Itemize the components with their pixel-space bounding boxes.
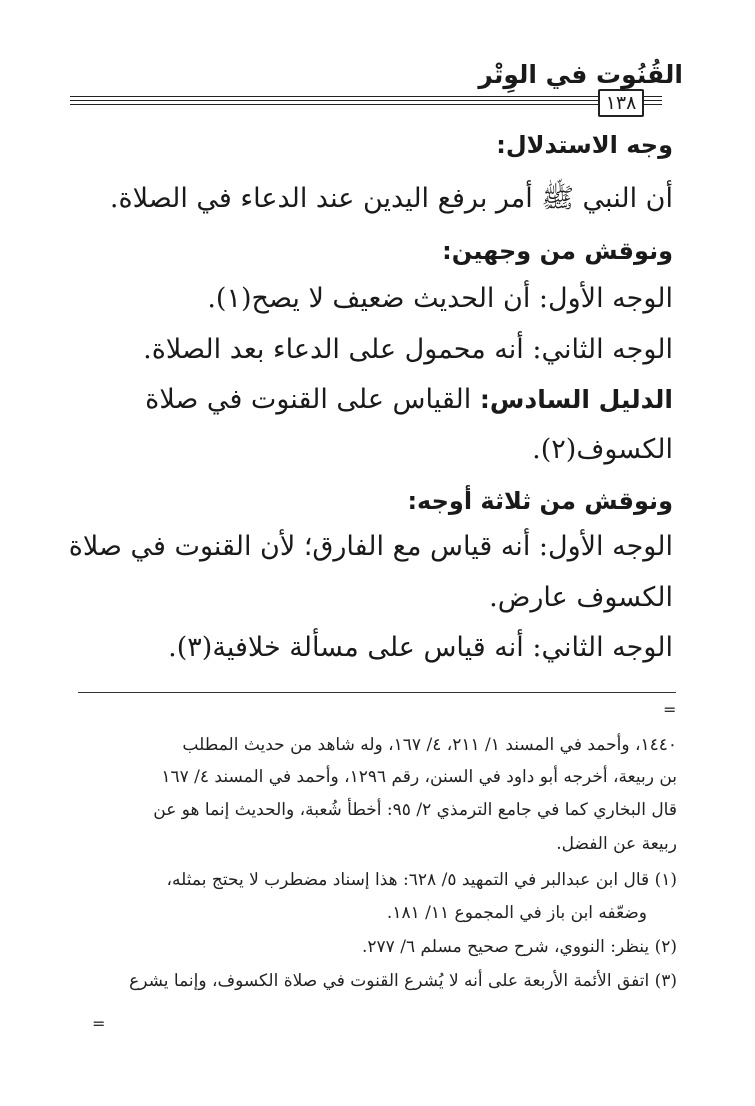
body-line: أن النبي ﷺ أمر برفع اليدين عند الدعاء في الصلاة.	[109, 183, 673, 214]
body-line	[70, 632, 673, 664]
body-line: الوجه الثاني: أنه محمول على الدعاء بعد الصلاة.	[143, 334, 673, 365]
header-rule-stub	[642, 96, 662, 97]
page-number: ١٣٨	[598, 89, 644, 117]
header-rule-stub	[642, 100, 662, 101]
header-rule	[70, 104, 600, 105]
continuation-mark: =	[92, 1014, 106, 1033]
footnote-ref: (٢).	[532, 434, 577, 465]
evidence-label: الدليل السادس:	[479, 385, 673, 414]
body-line: الكسوف عارض.	[489, 582, 673, 613]
footnote-ref: (١).	[207, 283, 252, 314]
header-rule	[70, 100, 600, 101]
footnote-line: قال البخاري كما في جامع الترمذي ٢/ ٩٥: أخطأ شُعبة، والحديث إنما هو عن	[153, 800, 677, 820]
footnote-1: (١) قال ابن عبدالبر في التمهيد ٥/ ٦٢٨: هذا إسناد مضطرب لا يحتج بمثله،	[166, 870, 677, 890]
body-text: الوجه الثاني: أنه قياس على مسألة خلافية	[212, 632, 673, 663]
running-title: القُنُوت في الوِتْر	[478, 60, 683, 89]
footnote-2: (٢) ينظر: النووي، شرح صحيح مسلم ٦/ ٢٧٧.	[362, 937, 677, 957]
footnote-line: بن ربيعة، أخرجه أبو داود في السنن، رقم ١٢٩٦، وأحمد في المسند ٤/ ١٦٧	[161, 767, 677, 787]
body-line	[70, 434, 673, 466]
footnote-ref: (٣).	[168, 632, 213, 663]
header-rule	[70, 96, 600, 97]
body-text: القياس على القنوت في صلاة	[145, 384, 472, 415]
body-text: الوجه الأول: أن الحديث ضعيف لا يصح	[251, 283, 673, 314]
footnote-line: ١٤٤٠، وأحمد في المسند ١/ ٢١١، ٤/ ١٦٧، وله شاهد من حديث المطلب	[182, 735, 677, 755]
heading-istidlal: وجه الاستدلال:	[496, 131, 673, 159]
body-line	[70, 384, 673, 416]
footnote-divider	[78, 692, 676, 693]
header-rule-stub	[642, 104, 662, 105]
heading-nuqish-two: ونوقش من وجهين:	[442, 237, 673, 265]
footnote-3: (٣) اتفق الأئمة الأربعة على أنه لا يُشرع القنوت في صلاة الكسوف، وإنما يشرع	[129, 971, 677, 991]
heading-nuqish-three: ونوقش من ثلاثة أوجه:	[407, 487, 673, 515]
continuation-mark: =	[663, 700, 677, 719]
body-line: الوجه الأول: أنه قياس مع الفارق؛ لأن القنوت في صلاة	[68, 531, 673, 562]
footnote-line: ربيعة عن الفضل.	[556, 834, 677, 854]
body-text: الكسوف	[576, 434, 673, 465]
body-line	[70, 283, 673, 315]
footnote-1-cont: وضعّفه ابن باز في المجموع ١١/ ١٨١.	[386, 903, 647, 923]
